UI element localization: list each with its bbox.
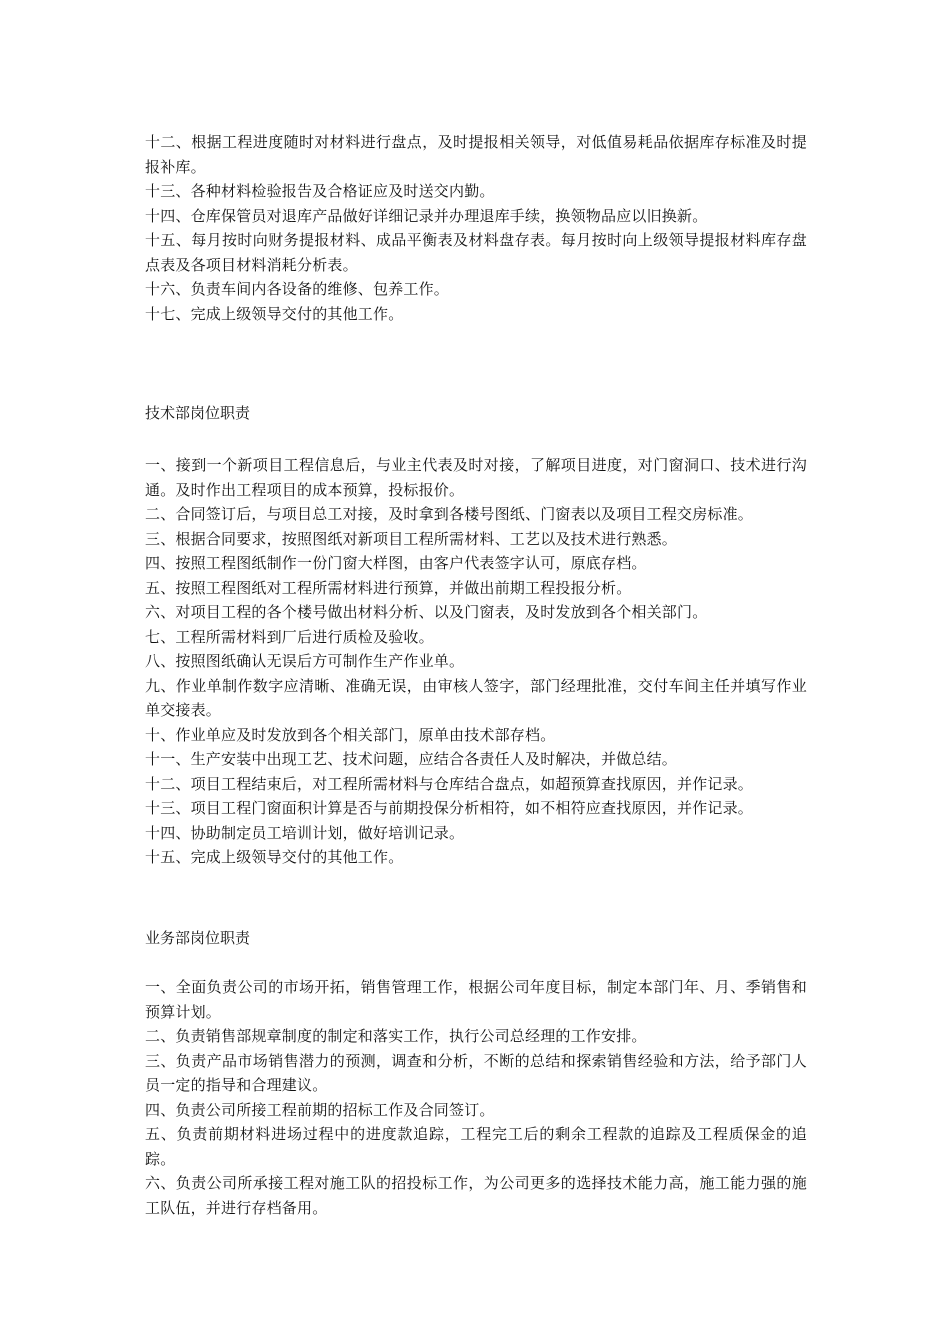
business-department-section-title bbox=[145, 926, 807, 950]
duty-item: 二、负责销售部规章制度的制定和落实工作，执行公司总经理的工作安排。 bbox=[145, 1027, 647, 1045]
duty-item: 四、负责公司所接工程前期的招标工作及合同签订。 bbox=[145, 1100, 495, 1119]
duty-item: 六、负责公司所承接工程对施工队的招投标工作，为公司更多的选择技术能力高，施工能力强的施工队伍，并进行存档备用。 bbox=[145, 1174, 807, 1217]
duty-item: 十五、完成上级领导交付的其他工作。 bbox=[145, 848, 404, 866]
duty-item: 四、按照工程图纸制作一份门窗大样图，由客户代表签字认可，原底存档。 bbox=[145, 554, 647, 572]
duty-item: 五、负责前期材料进场过程中的进度款追踪，工程完工后的剩余工程款的追踪及工程质保金的追踪。 bbox=[145, 1125, 807, 1168]
duty-item: 十三、各种材料检验报告及合格证应及时送交内勤。 bbox=[145, 182, 495, 200]
duty-item: 十三、项目工程门窗面积计算是否与前期投保分析相符，如不相符应查找原因，并作记录。 bbox=[145, 799, 754, 817]
duty-item: 八、按照图纸确认无误后方可制作生产作业单。 bbox=[145, 652, 465, 670]
duty-item: 一、全面负责公司的市场开拓，销售管理工作，根据公司年度目标，制定本部门年、月、季销售和预算计划。 bbox=[145, 978, 807, 1021]
duty-item: 五、按照工程图纸对工程所需材料进行预算，并做出前期工程投报分析。 bbox=[145, 578, 632, 597]
duty-item: 十六、负责车间内各设备的维修、包养工作。 bbox=[145, 280, 450, 298]
duty-item: 十、作业单应及时发放到各个相关部门，原单由技术部存档。 bbox=[145, 725, 556, 744]
section-heading: 业务部岗位职责 bbox=[145, 929, 251, 947]
duty-item: 十四、仓库保管员对退库产品做好详细记录并办理退库手续，换领物品应以旧换新。 bbox=[145, 206, 708, 225]
duty-item: 二、合同签订后，与项目总工对接，及时拿到各楼号图纸、门窗表以及项目工程交房标准。 bbox=[145, 505, 754, 523]
tech-department-section-title bbox=[145, 401, 807, 425]
duty-item: 十一、生产安装中出现工艺、技术问题，应结合各责任人及时解决，并做总结。 bbox=[145, 750, 678, 768]
duty-item: 一、接到一个新项目工程信息后，与业主代表及时对接，了解项目进度，对门窗洞口、技术进行沟通。及时作出工程项目的成本预算，投标报价。 bbox=[145, 456, 807, 499]
duty-item: 六、对项目工程的各个楼号做出材料分析、以及门窗表，及时发放到各个相关部门。 bbox=[145, 603, 708, 621]
section-heading: 技术部岗位职责 bbox=[145, 404, 251, 422]
duty-item: 十二、根据工程进度随时对材料进行盘点，及时提报相关领导，对低值易耗品依据库存标准及时提报补库。 bbox=[145, 133, 807, 176]
tech-department-duties bbox=[145, 453, 807, 870]
duty-item: 七、工程所需材料到厂后进行质检及验收。 bbox=[145, 627, 434, 646]
duty-item: 十五、每月按时向财务提报材料、成品平衡表及材料盘存表。每月按时向上级领导提报材料库存盘点表及各项目材料消耗分析表。 bbox=[145, 231, 807, 274]
duty-item: 十七、完成上级领导交付的其他工作。 bbox=[145, 304, 404, 323]
business-department-duties bbox=[145, 975, 807, 1220]
duty-item: 九、作业单制作数字应清晰、准确无误，由审核人签字，部门经理批准，交付车间主任并填写作业单交接表。 bbox=[145, 676, 807, 719]
duty-item: 三、根据合同要求，按照图纸对新项目工程所需材料、工艺以及技术进行熟悉。 bbox=[145, 529, 678, 548]
duty-item: 十四、协助制定员工培训计划，做好培训记录。 bbox=[145, 823, 465, 842]
duty-item: 十二、项目工程结束后，对工程所需材料与仓库结合盘点，如超预算查找原因，并作记录。 bbox=[145, 774, 754, 793]
duty-item: 三、负责产品市场销售潜力的预测，调查和分析，不断的总结和探索销售经验和方法，给予部门人员一定的指导和合理建议。 bbox=[145, 1051, 807, 1094]
warehouse-duties-continued bbox=[145, 130, 807, 326]
